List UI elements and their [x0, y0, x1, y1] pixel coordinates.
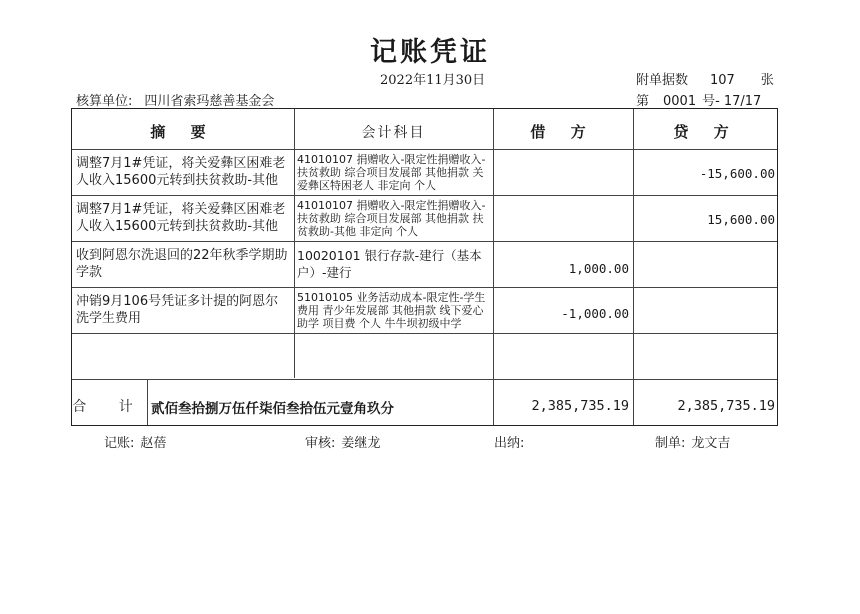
page-title: 记账凭证: [370, 37, 490, 68]
row-divider-4: [72, 333, 777, 334]
header-debit: 借 方: [530, 123, 596, 141]
preparer-label: 制单:: [655, 436, 686, 451]
row-1-credit: -15,600.00: [699, 166, 775, 181]
row-1-summary: 调整7月1#凭证，将关爱彝区困难老人收入15600元转到扶贫救助-其他: [76, 156, 286, 188]
footer-cashier: [494, 432, 530, 451]
row-divider-2: [72, 241, 777, 242]
bookkeeper-label: 记账:: [104, 436, 135, 451]
header-summary: 摘 要: [150, 123, 216, 141]
attachments-number: 107: [710, 73, 735, 88]
voucher-suffix: 号-: [702, 94, 720, 109]
total-amount-words: 贰佰叁拾捌万伍仟柒佰叁拾伍元壹角玖分: [151, 401, 394, 417]
row-3-summary: 收到阿恩尔洗退回的22年秋季学期助学款: [76, 248, 288, 280]
cashier-label: 出纳:: [494, 436, 525, 451]
voucher-prefix: 第: [636, 94, 650, 109]
row-3-account: 10020101 银行存款-建行（基本户）-建行: [297, 248, 482, 280]
voucher-page: 17/17: [723, 94, 762, 109]
footer-preparer: [655, 432, 730, 451]
row-divider-3: [72, 287, 777, 288]
row-divider-5: [72, 379, 777, 380]
attachments-label: 附单据数: [636, 73, 689, 88]
voucher-table: [71, 108, 778, 426]
voucher-number-value: 0001: [663, 94, 697, 109]
row-2-summary: 调整7月1#凭证，将关爱彝区困难老人收入15600元转到扶贫救助-其他: [76, 202, 286, 234]
reviewer-label: 审核:: [305, 436, 336, 451]
footer-bookkeeper: [104, 432, 166, 451]
accounting-unit-label: 核算单位:: [76, 94, 133, 109]
total-debit: 2,385,735.19: [531, 398, 629, 414]
total-label: 合 计: [72, 399, 147, 415]
reviewer-name: 姜继龙: [341, 436, 381, 451]
header-account: 会计科目: [361, 125, 426, 141]
row-1-account: 41010107 捐赠收入-限定性捐赠收入-扶贫救助 综合项目发展部 其他捐款 关爱彝区特困老人 非定向 个人: [297, 153, 486, 192]
row-divider-1: [72, 195, 777, 196]
total-credit: 2,385,735.19: [677, 398, 775, 414]
row-2-account: 41010107 捐赠收入-限定性捐赠收入-扶贫救助 综合项目发展部 其他捐款 扶贫救助-其他 非定向 个人: [297, 199, 486, 238]
accounting-unit-value: 四川省索玛慈善基金会: [144, 94, 275, 109]
bookkeeper-name: 赵蓓: [140, 436, 167, 451]
voucher-date: 2022年11月30日: [380, 73, 486, 88]
attachments-count: [636, 69, 774, 88]
col-divider-debit: [633, 109, 634, 425]
accounting-unit: [76, 90, 274, 109]
attachments-unit: 张: [760, 73, 774, 88]
row-4-account: 51010105 业务活动成本-限定性-学生费用 青少年发展部 其他捐款 线下爱心助学 项目费 个人 牛牛坝初级中学: [297, 291, 486, 330]
header-credit: 贷 方: [673, 123, 739, 141]
row-4-summary: 冲销9月106号凭证多计提的阿恩尔洗学生费用: [76, 294, 279, 326]
row-3-debit: 1,000.00: [568, 261, 629, 276]
row-divider-header: [72, 149, 777, 150]
voucher-number: [636, 90, 761, 109]
row-4-debit: -1,000.00: [561, 306, 629, 321]
preparer-name: 龙文吉: [691, 436, 731, 451]
footer-reviewer: [305, 432, 380, 451]
row-2-credit: 15,600.00: [707, 212, 775, 227]
